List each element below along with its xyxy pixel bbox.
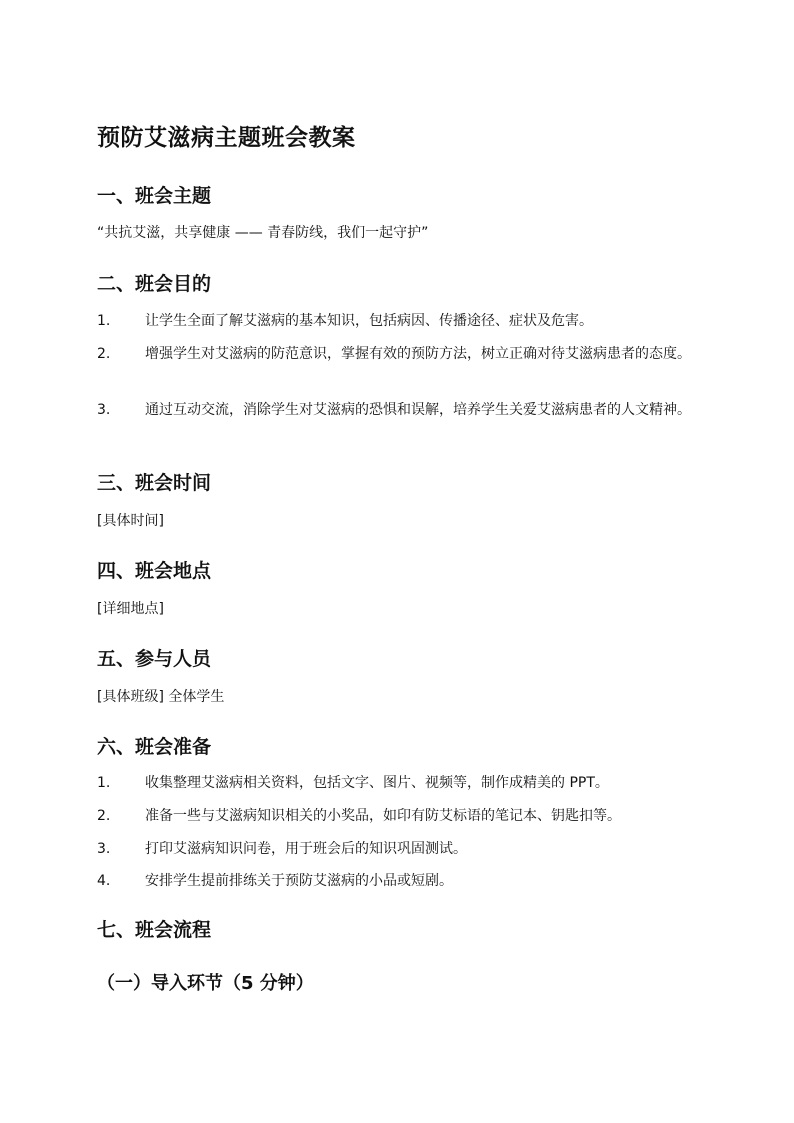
list-item	[97, 772, 707, 794]
list-item-number: 2.	[97, 808, 111, 824]
list-item	[97, 838, 707, 860]
list-item-number: 1.	[97, 313, 111, 329]
section-heading-theme: 一、班会主题	[97, 185, 212, 207]
list-item-number: 4.	[97, 873, 111, 889]
list-item-text: 收集整理艾滋病相关资料，包括文字、图片、视频等，制作成精美的 PPT。	[145, 775, 609, 791]
list-item	[97, 805, 707, 827]
participants-text: [具体班级] 全体学生	[97, 689, 225, 705]
list-item	[97, 399, 707, 421]
list-item	[97, 343, 707, 365]
section-heading-purpose: 二、班会目的	[97, 273, 212, 295]
list-item-number: 3.	[97, 402, 111, 418]
document-title: 预防艾滋病主题班会教案	[97, 125, 356, 151]
list-item-text: 通过互动交流，消除学生对艾滋病的恐惧和误解，培养学生关爱艾滋病患者的人文精神。	[145, 402, 691, 418]
section-heading-location: 四、班会地点	[97, 560, 212, 582]
section-heading-preparation: 六、班会准备	[97, 736, 212, 758]
list-item-number: 3.	[97, 841, 111, 857]
list-item-number: 2.	[97, 346, 111, 362]
section-heading-procedure: 七、班会流程	[97, 919, 212, 941]
location-text: [详细地点]	[97, 601, 164, 617]
list-item-text: 让学生全面了解艾滋病的基本知识，包括病因、传播途径、症状及危害。	[145, 313, 593, 329]
section-heading-participants: 五、参与人员	[97, 648, 212, 670]
list-item-text: 增强学生对艾滋病的防范意识，掌握有效的预防方法，树立正确对待艾滋病患者的态度。	[145, 346, 691, 362]
list-item-text: 安排学生提前排练关于预防艾滋病的小品或短剧。	[145, 873, 453, 889]
list-item-text: 准备一些与艾滋病知识相关的小奖品，如印有防艾标语的笔记本、钥匙扣等。	[145, 808, 621, 824]
theme-text: “共抗艾滋，共享健康 —— 青春防线，我们一起守护”	[97, 225, 429, 241]
subsection-heading-intro: （一）导入环节（5 分钟）	[97, 973, 314, 994]
time-text: [具体时间]	[97, 513, 164, 529]
list-item	[97, 870, 707, 892]
section-heading-time: 三、班会时间	[97, 472, 212, 494]
list-item-text: 打印艾滋病知识问卷，用于班会后的知识巩固测试。	[145, 841, 467, 857]
list-item-number: 1.	[97, 775, 111, 791]
list-item	[97, 310, 707, 332]
